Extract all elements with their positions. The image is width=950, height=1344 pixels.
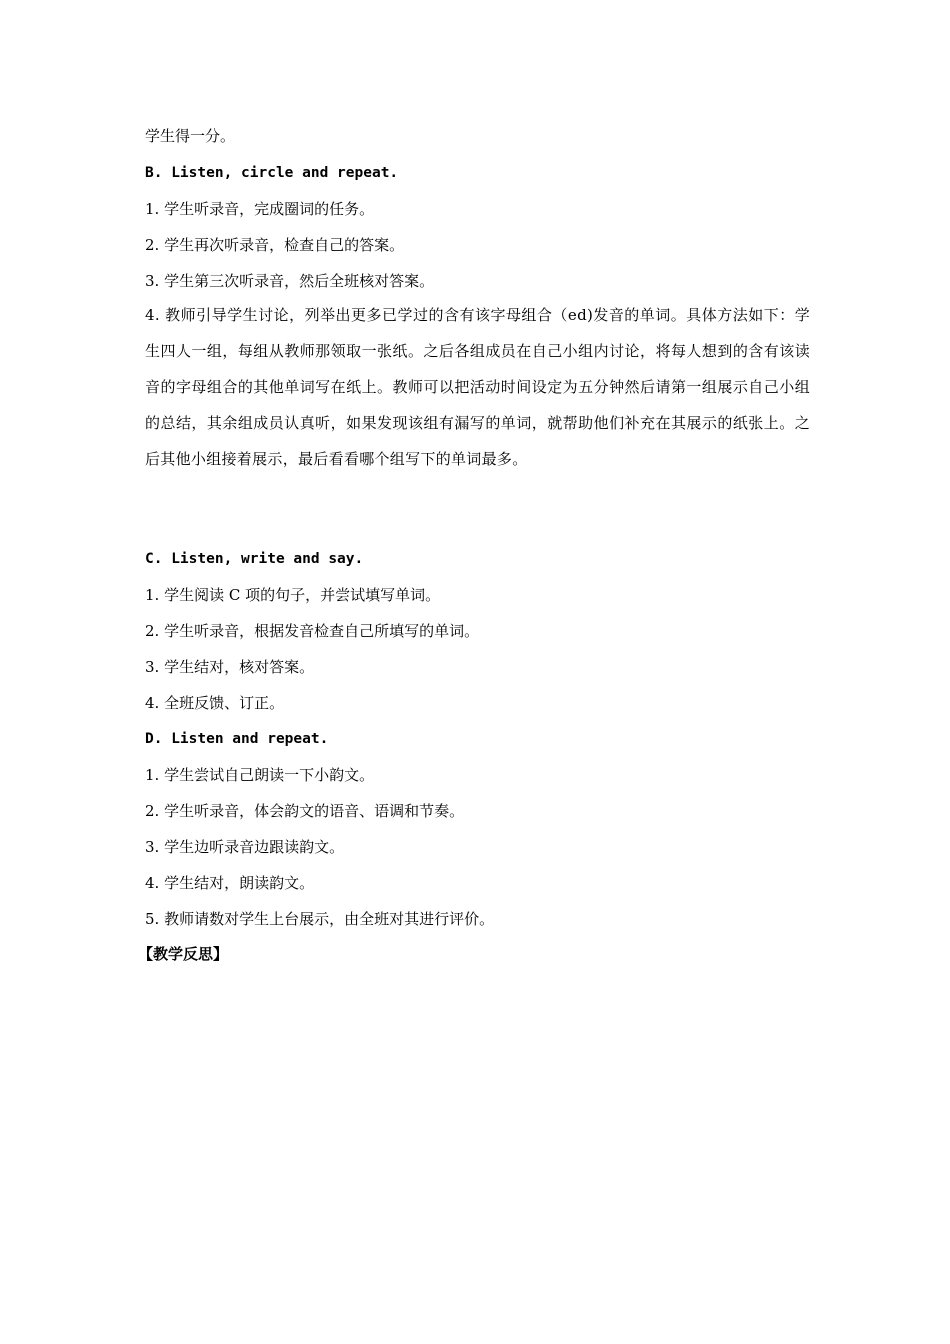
list-item: 3. 学生结对，核对答案。 [145, 658, 315, 676]
list-item: 2. 学生听录音，体会韵文的语音、语调和节奏。 [145, 802, 465, 820]
list-item-paragraph: 4. 教师引导学生讨论，列举出更多已学过的含有该字母组合（ed)发音的单词。具体方法如下：学生四人一组，每组从教师那领取一张纸。之后各组成员在自己小组内讨论，将每人想到的含有该读音的字母组合的其他单词写在纸上。教师可以把活动时间设定为五分钟然后请第一组展示自己小组的总结，其余组成员认真听，如果发现该组有漏写的单词，就帮助他们补充在其展示的纸张上。之后其他小组接着展示，最后看看哪个组写下的单词最多。 [145, 306, 810, 468]
section-heading-d: D. Listen and repeat. [145, 731, 329, 747]
list-item: 1. 学生听录音，完成圈词的任务。 [145, 200, 375, 218]
reflection-heading: 【教学反思】 [138, 945, 229, 963]
list-item: 4. 学生结对，朗读韵文。 [145, 874, 315, 892]
section-heading-c: C. Listen, write and say. [145, 551, 364, 567]
list-item: 2. 学生听录音，根据发音检查自己所填写的单词。 [145, 622, 480, 640]
list-item: 5. 教师请数对学生上台展示，由全班对其进行评价。 [145, 910, 495, 928]
list-item: 3. 学生边听录音边跟读韵文。 [145, 838, 345, 856]
list-item: 4. 全班反馈、订正。 [145, 694, 285, 712]
list-item: 1. 学生尝试自己朗读一下小韵文。 [145, 766, 375, 784]
text-line: 学生得一分。 [145, 127, 236, 145]
list-item: 3. 学生第三次听录音，然后全班核对答案。 [145, 272, 435, 290]
section-heading-b: B. Listen, circle and repeat. [145, 165, 399, 181]
list-item: 2. 学生再次听录音，检查自己的答案。 [145, 236, 405, 254]
list-item: 1. 学生阅读 C 项的句子，并尝试填写单词。 [145, 586, 441, 604]
